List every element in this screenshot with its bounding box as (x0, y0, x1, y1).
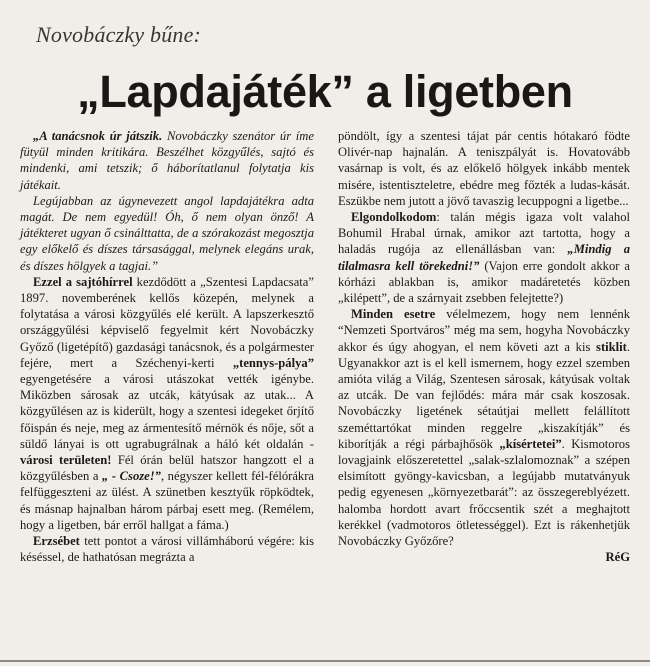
intro-text: Novobáczky szenátor úr íme fütyül minden kritikára. Beszélhet közgyűlés, sajtó és mindenki, ami tetszik; ő háborítatlanul folytatja kis játékait. (20, 129, 314, 192)
body-text: : talán mégis igaza volt valahol Bohumil Hrabal úrnak, amikor azt tartotta, hogy a haladás rugója az ellenállásban van: (338, 210, 630, 257)
body-text: egyengetésére a városi utászokat vették igénybe. Miközben sárosak az utcák, kátyúsak az utak... A közgyűlésen az is kiderült, hogy a szentesi idegeket őrjítő főispán és neje, meg az ármentesítő mérnök és nője, sőt a süldő lányai is ott ugrabugrálnak a háló két oldalán - (20, 372, 314, 451)
article-headline: „Lapdajáték” a ligetben (77, 66, 573, 117)
bottom-rule (0, 660, 650, 662)
body-text: (Vajon erre gondolt akkor a kórházi ablakban is, amikor madáretetés közben „kilépett”, de a szárnyait zsebben felejtette?) (338, 258, 630, 306)
intro-paragraph (20, 128, 314, 193)
intro-lead: „A tanácsnok úr játszik. (33, 129, 163, 143)
paragraph-lead: Minden esetre (351, 307, 436, 322)
article-column-left (20, 128, 314, 565)
author-signature: RéG (605, 550, 630, 565)
paragraph-lead: Erzsébet (33, 534, 80, 549)
emphasis-text: stiklit (596, 339, 627, 354)
body-text: , négyszer kellett fél-félórákra felfüggeszteni az ülést. A szünetben kesztyűk röpködtek, és másnap hajnalban három párbaj esett meg. (Remélem, hogy a ligetben, bár erről hallgat a fáma.) (20, 469, 314, 532)
emphasis-text: „tennys-pálya” (232, 355, 314, 370)
article-column-right (338, 128, 630, 565)
body-paragraph (338, 209, 630, 306)
emphasis-text: városi területen! (20, 453, 112, 468)
intro-paragraph-2: Legújabban az úgynevezett angol lapdajátékra adta magát. De nem egyedül! Óh, ő nem olyan önző! A játékteret ugyan ő csinálttatta, de a szórakozást megosztja egy előkelő és díszes társasággal, melynek elegáns urak, és díszes hölgyek a tagjai.” (20, 193, 314, 273)
emphasis-text: „kísértetei” (499, 436, 562, 451)
body-paragraph (20, 274, 314, 533)
article-kicker: Novobáczky bűne: (36, 22, 202, 47)
quote-text: „Mindig a tilalmasra kell törekedni!” (338, 242, 630, 273)
body-paragraph: pöndölt, így a szentesi tájat pár centis hótakaró födte Olivér-nap hajnalán. A teniszpályát is. Hovatovább vasárnap is volt, és az előkelő hölgyek inkább mentek misére, istentiszteletre, ebédre meg főzték a ludas-kását. Eszükbe nem jutott a jövő tavaszig lecuppogni a ligetbe... (338, 129, 630, 208)
paragraph-lead: Elgondolkodom (351, 210, 437, 225)
paragraph-lead: Ezzel a sajtóhírrel (33, 274, 133, 289)
body-text: . Kismotoros lovagjaink előszeretettel „salak-szlalomoznak” a szépen elsimított gyöngy-kavicsban, a legújabb mutatványuk pedig egyenesen „környezetbarát”: az összegereblyézett. halomba hordott avart frőccsentik szét a meghajtott kerékkel (vadmotoros ötletességgel). Ezt is rákenhetjük Novobáczky Győzőre? (338, 436, 630, 549)
emphasis-text: „ - Csoze!” (102, 469, 161, 484)
body-text: vélelmezem, hogy nem lennénk “Nemzeti Sportváros” még ma sem, hogyha Novobáczky akkor és úgy ahogyan, el nem követi azt a kis (338, 307, 630, 354)
body-paragraph (338, 306, 630, 549)
body-text: . Ugyanakkor azt is el kell ismernem, hogy ezzel szemben amióta világ a Világ, Szentesen sárosak, kátyúsak voltak az utcák. De van fejlődés: mára már csak koszosak. Novobáczky ligetének sétaútjai mellett felállított szeméttartókat minden reggelre „kiszakítják” és kiborítják a régi párbajhősök (338, 339, 630, 451)
body-paragraph (20, 533, 314, 565)
body-text: Fél órán belül hatszor hangzott el a közgyűlésben a (20, 453, 315, 484)
body-text: kezdődött a „Szentesi Lapdacsata” 1897. novemberének kellős közepén, melynek a folytatása a városi közgyűlés elé került. A lapszerkesztő országgyűlési képviselő fegyelmit kért Novobáczky Győző (ligetépítő) gazdasági tanácsnok, és a polgármester fejére, mert a Széchenyi-kerti (20, 274, 314, 370)
body-text: tett pontot a városi villámháború végére: kis késéssel, de hathatósan megrázta a (20, 534, 314, 565)
